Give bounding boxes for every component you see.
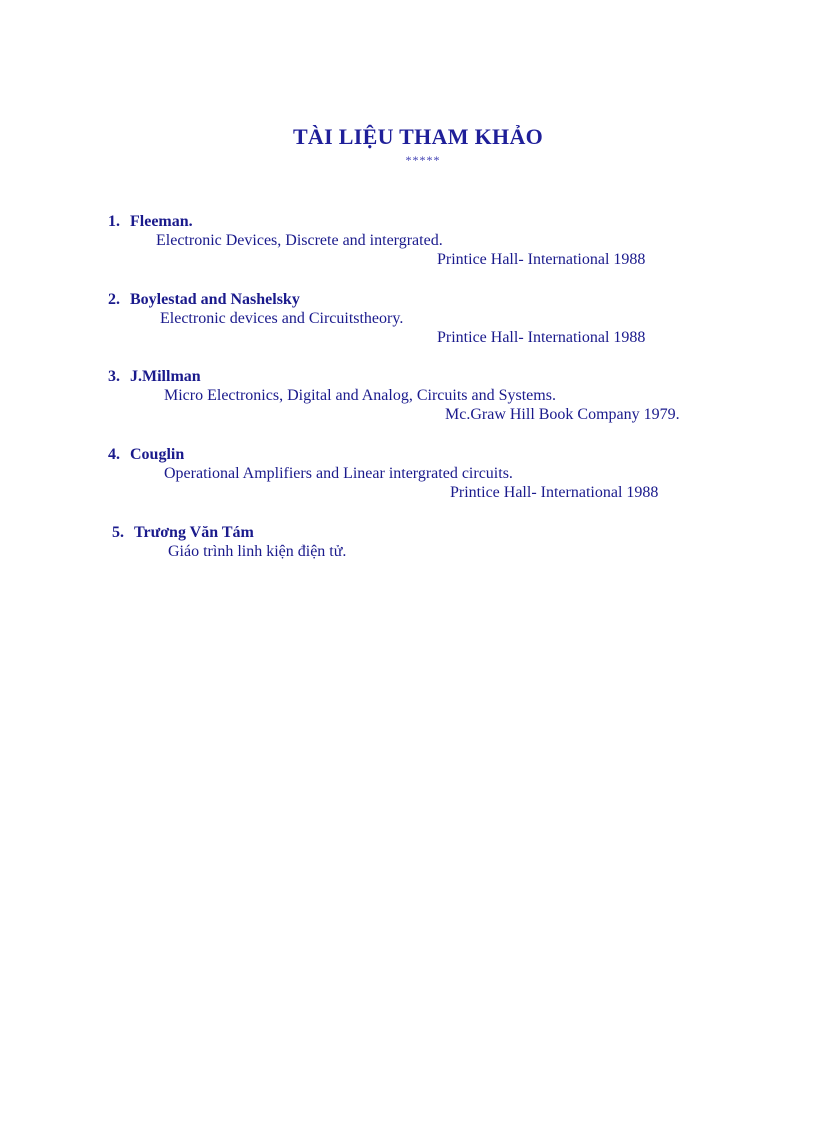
reference-number: 1. bbox=[108, 213, 120, 230]
reference-number: 4. bbox=[108, 446, 120, 463]
reference-publisher: Mc.Graw Hill Book Company 1979. bbox=[445, 406, 680, 423]
reference-author: Boylestad and Nashelsky bbox=[130, 291, 300, 308]
reference-publisher: Printice Hall- International 1988 bbox=[450, 484, 659, 501]
reference-author: Couglin bbox=[130, 446, 185, 463]
reference-number: 2. bbox=[108, 291, 120, 308]
reference-author: Fleeman. bbox=[130, 213, 193, 230]
reference-publisher: Printice Hall- International 1988 bbox=[437, 329, 646, 346]
title-separator: ***** bbox=[405, 153, 441, 167]
reference-title: Operational Amplifiers and Linear intergrated circuits. bbox=[164, 465, 513, 482]
reference-title: Giáo trình linh kiện điện tử. bbox=[168, 543, 347, 560]
reference-publisher: Printice Hall- International 1988 bbox=[437, 251, 646, 268]
reference-number: 3. bbox=[108, 368, 120, 385]
reference-number: 5. bbox=[112, 524, 124, 541]
reference-title: Micro Electronics, Digital and Analog, Circuits and Systems. bbox=[164, 387, 556, 404]
reference-title: Electronic devices and Circuitstheory. bbox=[160, 310, 404, 327]
page-title: TÀI LIỆU THAM KHẢO bbox=[292, 124, 544, 149]
reference-author: Trương Văn Tám bbox=[134, 524, 254, 541]
reference-author: J.Millman bbox=[130, 368, 201, 385]
reference-title: Electronic Devices, Discrete and intergrated. bbox=[156, 232, 443, 249]
